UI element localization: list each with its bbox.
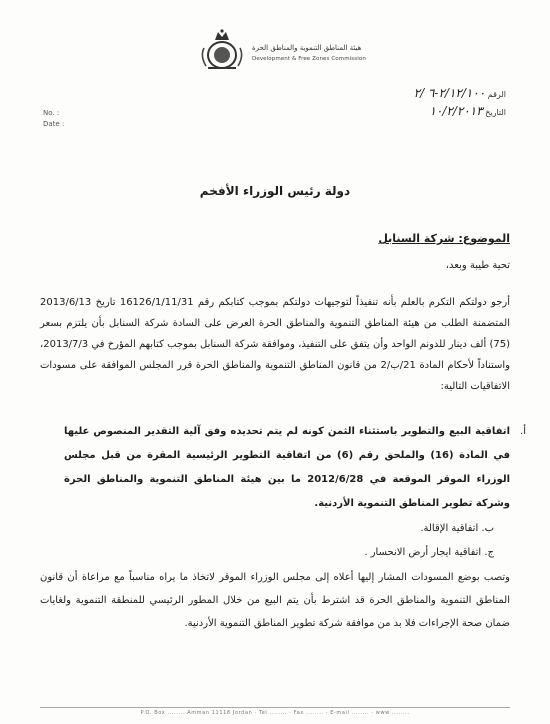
reference-date: ١٠/٢/٢٠١٣	[429, 104, 483, 118]
date-label: Date :	[43, 120, 65, 128]
paragraph-1: أرجو دولتكم التكرم بالعلم بأنه تنفيذاً لتوجيهات دولتكم بموجب كتابكم رقم 16126/1/11/31 تاريخ 2013/6/13 المتضمنة الطلب من هيئة المناطق التنموية والمناطق الحرة العرض على السادة شركة السنابل بأن يلتزم بسعر (75) ألف دينار للدونم الواحد وأن يتفق على التنفيذ، وموافقة شركة السنابل بموجب كتابهم المؤرخ في 2013/7/3، واستناداً لأحكام المادة 21/ب/2 من قانون المناطق التنموية والمناطق الحرة قرر المجلس الموافقة على مسودات الاتفاقيات التالية:	[40, 297, 511, 392]
no-date-block	[43, 108, 64, 130]
reference-block	[414, 85, 506, 121]
item-a-marker: أ.	[520, 426, 526, 437]
agreement-item-a	[64, 420, 526, 516]
no-label: No. :	[43, 109, 60, 117]
organization-name-english: Development & Free Zones Commission	[252, 56, 366, 62]
date-label-arabic: التاريخ	[485, 108, 506, 117]
letterhead-footer: P.O. Box ........ Amman 11118 Jordan · Tel ........ · Fax ........ · E-mail ........ · www ........	[40, 707, 510, 720]
greeting: تحية طيبة وبعد،	[445, 260, 510, 271]
reference-number: ٢/١٢/١٠٠-٦ /٢	[413, 86, 486, 100]
organization-name-arabic: هيئة المناطق التنموية والمناطق الحرة	[252, 44, 362, 52]
subject-line: الموضوع: شركة السنابل	[378, 232, 510, 245]
jordan-crest-logo-icon	[198, 26, 246, 72]
item-a-text: اتفاقية البيع والتطوير باستثناء الثمن كونه لم يتم تحديده وفق آلية التقدير المنصوص عليها في المادة (16) والملحق رقم (6) من اتفاقية التطوير الرئيسية المقرة من قبل مجلس الوزراء الموقر الموقعة في 2012/6/28 ما بين هيئة المناطق التنموية والمناطق الحرة وشركة تطوير المناطق التنموية الأردنية.	[64, 426, 511, 509]
agreement-item-b: ب. اتفاقية الإقالة.	[420, 523, 494, 534]
reference-label: الرقم	[487, 90, 506, 99]
agreement-item-c: ج. اتفاقية ايجار أرض الانحسار .	[364, 547, 494, 558]
paragraph-2: وتصب بوضع المسودات المشار إليها أعلاه إلى مجلس الوزراء الموقر لاتخاذ ما يراه مناسباً مع مراعاة أن قانون المناطق التنموية والمناطق الحرة قد اشترط بأن يتم البيع من خلال المطور الرئيسي للمنطقة التنموية ولغايات ضمان صحة الإجراءات فلا بد من موافقة شركة تطوير المناطق التنموية الأردنية.	[40, 572, 510, 629]
addressee: دولة رئيس الوزراء الأفخم	[199, 184, 351, 198]
